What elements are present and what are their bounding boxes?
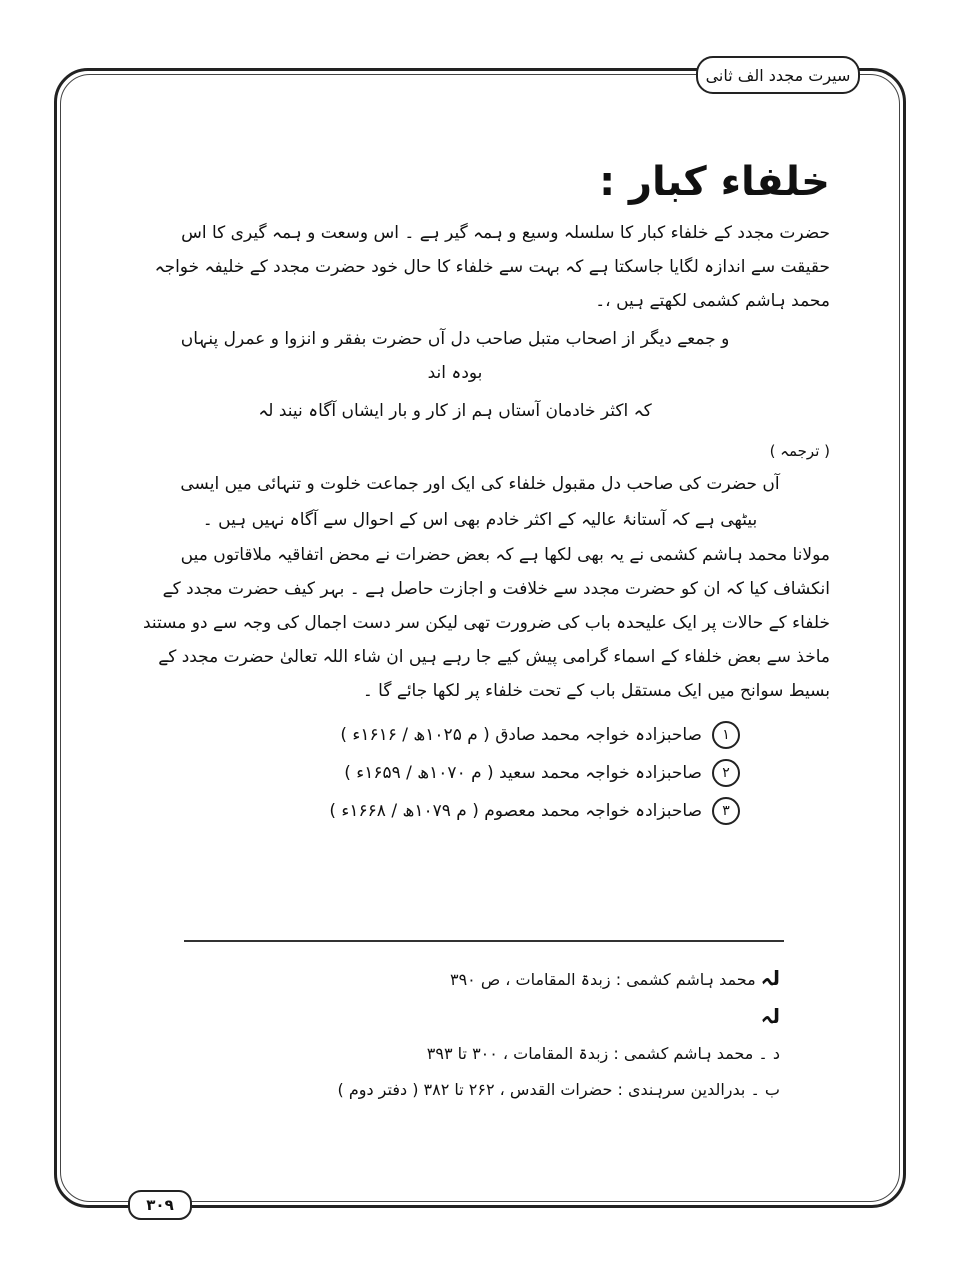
section-heading: خلفاء کبار : (599, 159, 830, 205)
list-item-text: صاحبزادہ خواجہ محمد سعید ( م ۱۰۷۰ھ / ۱۶۵۹ء ) (344, 763, 702, 783)
list-number: ۳ (712, 797, 740, 825)
main-content (130, 150, 830, 830)
page-number (128, 1190, 192, 1220)
footnotes (280, 960, 780, 1108)
book-title: سیرت مجدد الف ثانی (705, 65, 851, 85)
translation-line: آں حضرت کی صاحب دل مقبول خلفاء کی ایک اور جماعت خلوت و تنہائی میں ایسی (180, 474, 780, 494)
body-paragraph: مولانا محمد ہاشم کشمی نے یہ بھی لکھا ہے کہ بعض حضرات نے محض اتفاقیہ ملاقاتوں میں انکشاف کیا کہ ان کو حضرت مجدد سے خلافت و اجازت حاصل ہے ۔ بہر کیف حضرت مجدد کے خلفاء کے حالات پر ایک علیحدہ باب کی ضرورت تھی لیکن سر دست اجمال کی وجہ سے دو مستند ماخذ سے بعض خلفاء کے اسماء گرامی پیش کیے جا رہے ہیں ان شاء اللہ تعالیٰ حضرت مجدد کے بسیط سوانح میں ایک مستقل باب کے تحت خلفاء پر لکھا جائے گا ۔ (142, 545, 830, 701)
quote-line: کہ اکثر خادمان آستاں ہم از کار و بار ایشاں آگاہ نیند لہ (258, 401, 652, 421)
translation-label: ( ترجمہ ) (769, 442, 830, 460)
footnote-1 (280, 960, 780, 998)
list-number: ۲ (712, 759, 740, 787)
quote-line: و جمعے دیگر از اصحاب متبل صاحب دل آں حضرت بفقر و انزوا و عمرل پنہاں بودہ اند (180, 329, 730, 383)
translation-line: بیٹھی ہے کہ آستانۂ عالیہ کے اکثر خادم بھی اس کے احوال سے آگاہ نہیں ہیں ۔ (202, 510, 758, 530)
successor-list (130, 716, 740, 830)
list-item (130, 792, 740, 830)
list-item (130, 754, 740, 792)
page-number-text: ۳۰۹ (146, 1196, 174, 1214)
footnote-2-mark-line (280, 998, 780, 1036)
list-number: ۱ (712, 721, 740, 749)
persian-quote (130, 322, 830, 428)
footnote-2a: د ۔ محمد ہاشم کشمی : زبدۃ المقامات ، ۳۰۰ تا ۳۹۳ (426, 1044, 780, 1063)
list-item-text: صاحبزادہ خواجہ محمد صادق ( م ۱۰۲۵ھ / ۱۶۱۶ء ) (340, 725, 702, 745)
intro-paragraph: حضرت مجدد کے خلفاء کبار کا سلسلہ وسیع و ہمہ گیر ہے ۔ اس وسعت و ہمہ گیری کا اس حقیقت سے اندازہ لگایا جاسکتا ہے کہ بہت سے خلفاء کا حال خود حضرت مجدد کے خلیفہ خواجہ محمد ہاشم کشمی لکھتے ہیں ،۔ (154, 223, 830, 311)
footnote-mark: لہ (760, 1004, 780, 1028)
footnote-mark: لہ (760, 966, 780, 990)
running-header (696, 56, 860, 94)
list-item (130, 716, 740, 754)
footnote-divider (184, 940, 784, 942)
footnote-text: محمد ہاشم کشمی : زبدۃ المقامات ، ص ۳۹۰ (449, 970, 756, 989)
translation (130, 466, 830, 538)
footnote-2b: ب ۔ بدرالدین سرہندی : حضرات القدس ، ۲۶۲ تا ۳۸۲ ( دفتر دوم ) (337, 1080, 780, 1099)
list-item-text: صاحبزادہ خواجہ محمد معصوم ( م ۱۰۷۹ھ / ۱۶۶۸ء ) (329, 801, 702, 821)
